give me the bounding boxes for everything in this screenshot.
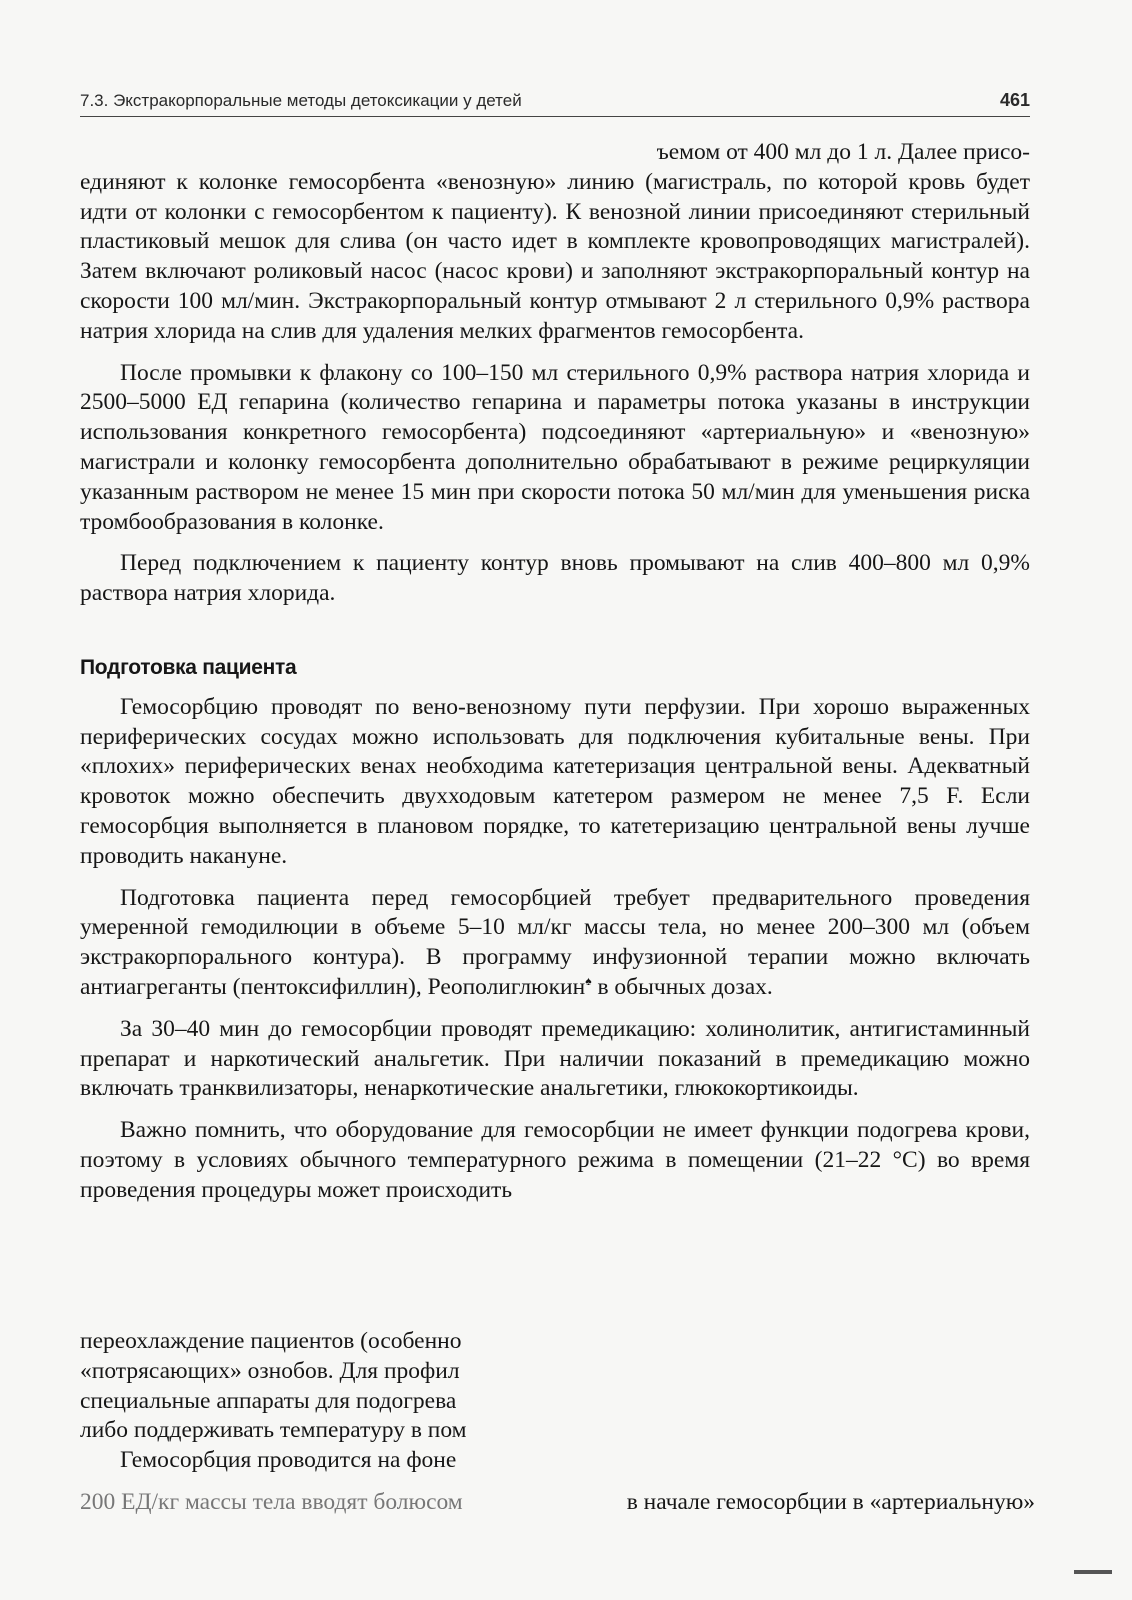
truncated-line: переохлаждение пациентов (особенно: [80, 1328, 462, 1354]
page-number: 461: [999, 90, 1030, 110]
hemodilution-text: Подготовка пациента перед гемосорбцией требует предварительного проведения умеренной гемодилюции в объеме 5–10 мл/кг массы тела, но менее 200–300 мл (объем экстракорпорального контура). В программу инфузионной терапии можно включать антиагреганты (пентоксифиллин), Реополиглюкин: [80, 884, 1030, 1000]
paragraph-flushing: После промывки к флакону со 100–150 мл стерильного 0,9% раствора натрия хлорида и 2500–5000 ЕД гепарина (количество гепарина и параметры потока указаны в инструкции использования конкретного гемосорбента) подсоединяют «артериальную» и «венозную» магистрали и колонку гемосорбента дополнительно обрабатывают в режиме рециркуляции указанным раствором не менее 15 мин при скорости потока 50 мл/мин для уменьшения риска тромбообразования в колонке.: [80, 359, 1030, 535]
last-line-text: в начале гемосорбции в «артериальную»: [626, 1489, 1035, 1515]
paragraph-premedication: За 30–40 мин до гемосорбции проводят премедикацию: холинолитик, антигистаминный препарат и наркотический анальгетик. При наличии показаний в премедикацию можно включать транквилизаторы, ненаркотические анальгетики, глюкокортикоиды.: [80, 1015, 1030, 1102]
paragraph-before-connection: Перед подключением к пациенту контур вновь промывают на слив 400–800 мл 0,9% раствора натрия хлорида.: [80, 550, 1030, 607]
section-heading: Подготовка пациента: [80, 655, 297, 679]
truncated-line: Гемосорбция проводится на фоне: [120, 1447, 457, 1474]
paragraph-hemodilution: [80, 884, 1030, 1003]
scan-mark: [1074, 1570, 1112, 1574]
faded-text: 200 ЕД/кг массы тела вводят болюсом: [80, 1489, 463, 1515]
paragraph-vascular-access: Гемосорбцию проводят по вено-венозному пути перфузии. При хорошо выраженных периферических сосудах можно использовать для подключения кубитальные вены. При «плохих» периферических венах необходима катетеризация центральной вены. Адекватный кровоток можно обеспечить двухходовым катетером размером не менее 7,5 F. Если гемосорбция выполняется в плановом порядке, то катетеризацию центральной вены лучше проводить накануне.: [80, 693, 1030, 869]
intro-rest: единяют к колонке гемосорбента «венозную» линию (магистраль, по которой кровь будет идти от колонки с гемосорбентом к пациенту). К венозной линии присоединяют стерильный пластиковый мешок для слива (он часто идет в комплекте кровопроводящих магистралей). Затем включают роликовый насос (насос крови) и заполняют экстракорпоральный контур на скорости 100 мл/мин. Экстракорпоральный контур отмывают 2 л стерильного 0,9% раствора натрия хлорида на слив для удаления мелких фрагментов гемосорбента.: [80, 168, 1030, 344]
intro-first-line: ъемом от 400 мл до 1 л. Далее присо-: [656, 139, 1030, 165]
truncated-line: «потрясающих» ознобов. Для профил: [80, 1357, 460, 1384]
hemodilution-end: в обычных дозах.: [591, 973, 773, 1000]
intro-paragraph: [80, 138, 1030, 347]
body-text: [80, 138, 1030, 1206]
trademark-mark: ♠: [585, 974, 592, 989]
page-header: [80, 88, 1030, 117]
truncated-line: специальные аппараты для подогрева: [80, 1387, 457, 1414]
paragraph-warming: Важно помнить, что оборудование для гемосорбции не имеет функции подогрева крови, поэтому в условиях обычного температурного режима в помещении (21–22 °С) во время проведения процедуры может происходить: [80, 1117, 1030, 1203]
last-line: [80, 1488, 1035, 1518]
running-head: 7.3. Экстракорпоральные методы детоксикации у детей: [80, 91, 522, 110]
truncated-line: либо поддерживать температуру в пом: [80, 1417, 467, 1444]
